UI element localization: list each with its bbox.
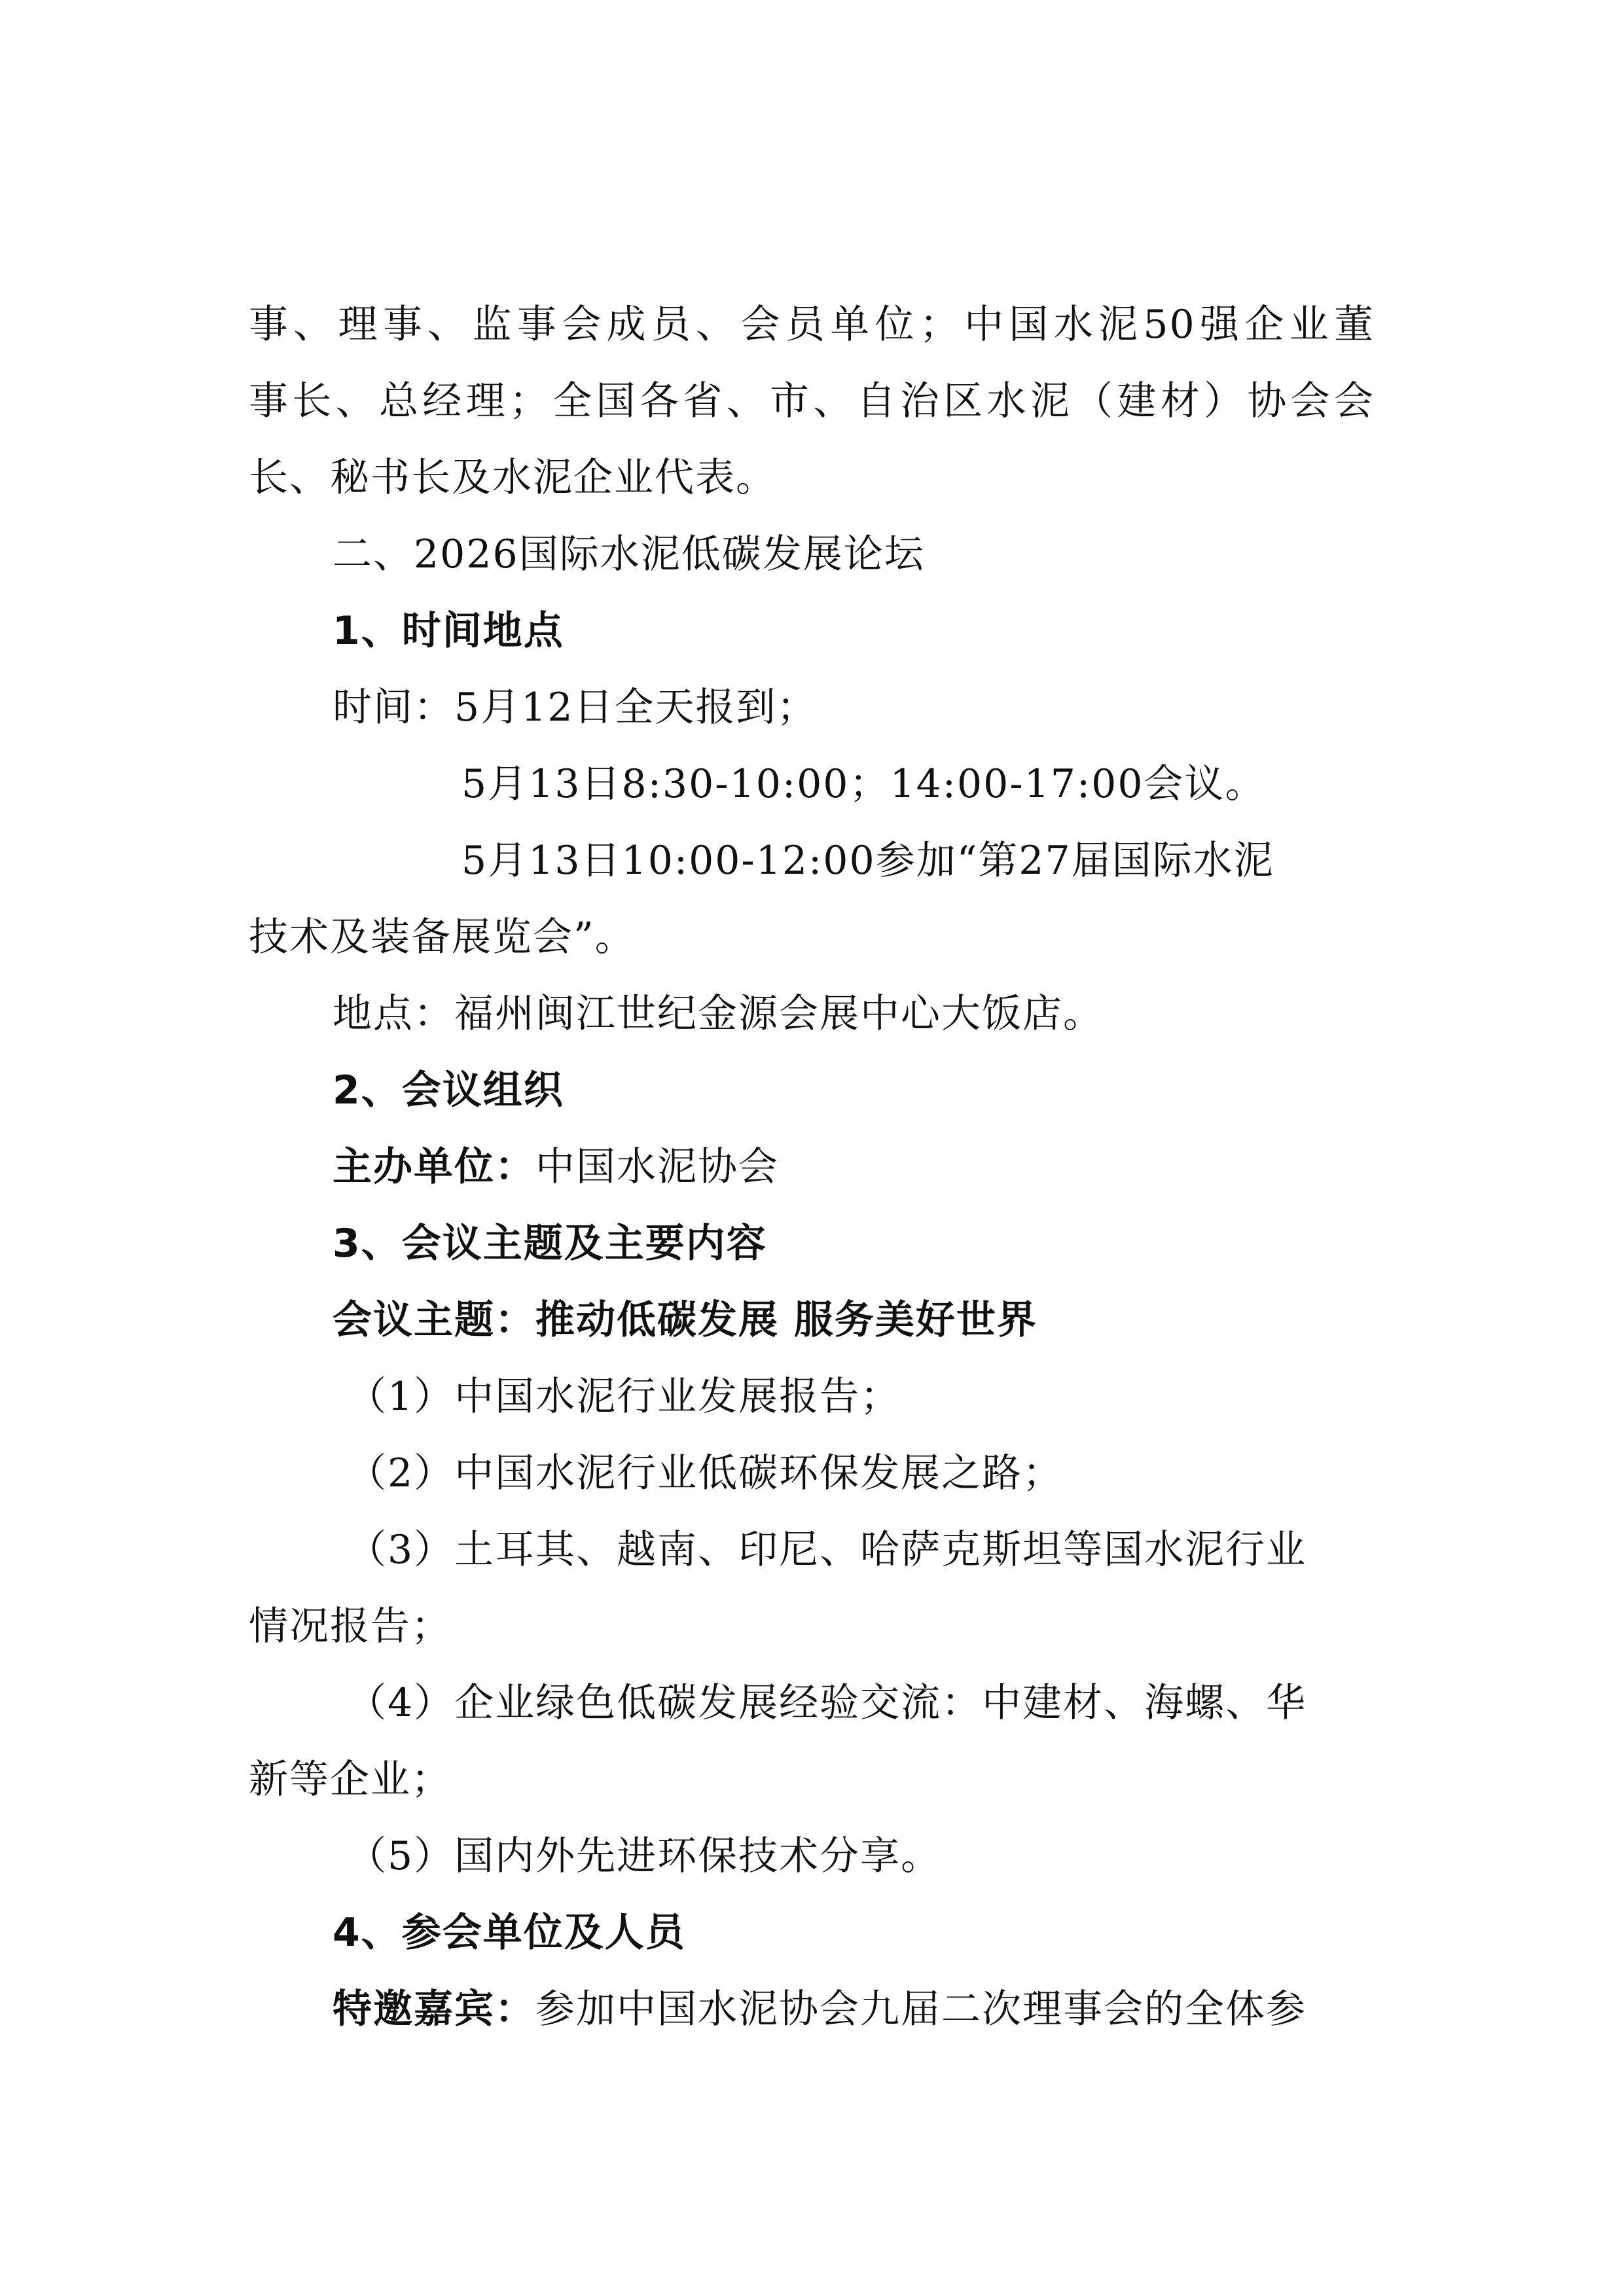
section-heading: 二、2026国际水泥低碳发展论坛 bbox=[333, 531, 925, 577]
field-label: 主办单位： bbox=[333, 1144, 535, 1190]
subsection-heading: 2、会议组织 bbox=[333, 1067, 564, 1113]
paragraph-line: 5月13日10:00-12:00参加“第27届国际水泥 bbox=[461, 838, 1274, 884]
paragraph-line: 技术及装备展览会”。 bbox=[249, 914, 636, 960]
document-body bbox=[249, 287, 1375, 2048]
paragraph-line: 时间：5月12日全天报到； bbox=[333, 685, 818, 730]
list-item: （5）国内外先进环保技术分享。 bbox=[347, 1833, 942, 1879]
field-label: 特邀嘉宾： bbox=[333, 1986, 535, 2032]
list-item: （1）中国水泥行业发展报告； bbox=[347, 1374, 901, 1420]
paragraph-line bbox=[249, 1971, 1375, 2048]
subsection-heading: 4、参会单位及人员 bbox=[333, 1910, 686, 1956]
field-value: 中国水泥协会 bbox=[535, 1144, 779, 1190]
list-item-continuation: 新等企业； bbox=[249, 1757, 452, 1803]
paragraph-line: 事、理事、监事会成员、会员单位；中国水泥50强企业董 bbox=[249, 302, 1375, 348]
list-item: （2）中国水泥行业低碳环保发展之路； bbox=[347, 1450, 1064, 1496]
paragraph-line: 5月13日8:30-10:00；14:00-17:00会议。 bbox=[461, 761, 1266, 807]
paragraph-line: 地点：福州闽江世纪金源会展中心大饭店。 bbox=[333, 991, 1104, 1037]
paragraph-line: 长、秘书长及水泥企业代表。 bbox=[249, 455, 776, 501]
paragraph-line: 事长、总经理；全国各省、市、自治区水泥（建材）协会会 bbox=[249, 378, 1375, 424]
list-item: （3）土耳其、越南、印尼、哈萨克斯坦等国水泥行业 bbox=[347, 1527, 1307, 1573]
field-value: 参加中国水泥协会九届二次理事会的全体参 bbox=[535, 1986, 1307, 2032]
paragraph-line bbox=[249, 1129, 1375, 1206]
theme-line: 会议主题：推动低碳发展 服务美好世界 bbox=[333, 1297, 1038, 1343]
list-item-continuation: 情况报告； bbox=[249, 1604, 452, 1649]
subsection-heading: 3、会议主题及主要内容 bbox=[333, 1221, 767, 1266]
list-item: （4）企业绿色低碳发展经验交流：中建材、海螺、华 bbox=[347, 1680, 1307, 1726]
subsection-heading: 1、时间地点 bbox=[333, 608, 564, 654]
